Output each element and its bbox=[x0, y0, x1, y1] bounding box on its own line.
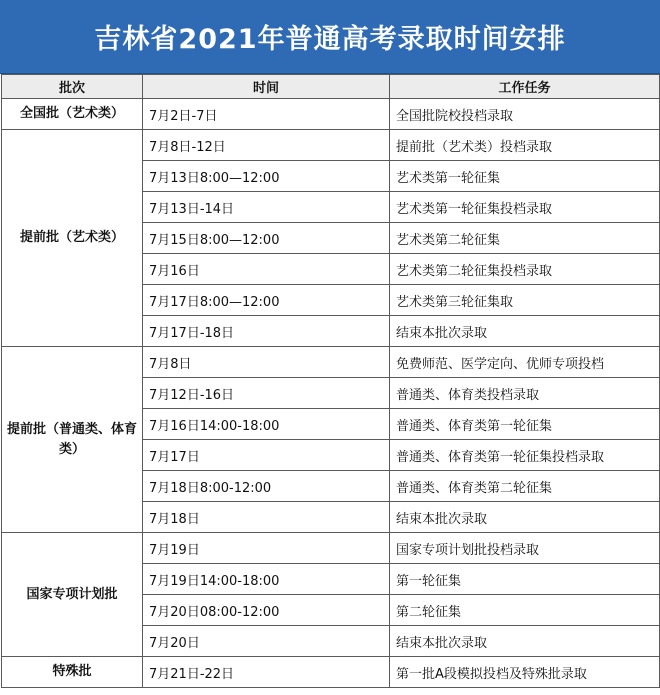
table-row bbox=[2, 99, 660, 130]
batch-cell: 提前批（普通类、体育类） bbox=[2, 347, 143, 533]
task-cell: 第一轮征集 bbox=[390, 564, 660, 595]
header-task: 工作任务 bbox=[390, 75, 660, 99]
task-cell: 普通类、体育类第一轮征集投档录取 bbox=[390, 440, 660, 471]
task-cell: 艺术类第二轮征集 bbox=[390, 223, 660, 254]
task-cell: 结束本批次录取 bbox=[390, 502, 660, 533]
task-cell: 艺术类第二轮征集投档录取 bbox=[390, 254, 660, 285]
page-title: 吉林省2021年普通高考录取时间安排 bbox=[0, 0, 660, 74]
task-cell: 普通类、体育类第二轮征集 bbox=[390, 471, 660, 502]
task-cell: 普通类、体育类第一轮征集 bbox=[390, 409, 660, 440]
schedule-table bbox=[1, 74, 660, 688]
task-cell: 第一批A段模拟投档及特殊批录取 bbox=[390, 657, 660, 688]
task-cell: 第二轮征集 bbox=[390, 595, 660, 626]
task-cell: 结束本批次录取 bbox=[390, 316, 660, 347]
table-header-row bbox=[2, 75, 660, 99]
time-cell: 7月8日 bbox=[143, 347, 390, 378]
time-cell: 7月17日-18日 bbox=[143, 316, 390, 347]
task-cell: 艺术类第一轮征集 bbox=[390, 161, 660, 192]
time-cell: 7月15日8:00—12:00 bbox=[143, 223, 390, 254]
task-cell: 普通类、体育类投档录取 bbox=[390, 378, 660, 409]
time-cell: 7月20日 bbox=[143, 626, 390, 657]
header-time: 时间 bbox=[143, 75, 390, 99]
time-cell: 7月19日14:00-18:00 bbox=[143, 564, 390, 595]
time-cell: 7月16日 bbox=[143, 254, 390, 285]
task-cell: 国家专项计划批投档录取 bbox=[390, 533, 660, 564]
task-cell: 艺术类第一轮征集投档录取 bbox=[390, 192, 660, 223]
time-cell: 7月2日-7日 bbox=[143, 99, 390, 130]
time-cell: 7月20日08:00-12:00 bbox=[143, 595, 390, 626]
time-cell: 7月13日-14日 bbox=[143, 192, 390, 223]
time-cell: 7月12日-16日 bbox=[143, 378, 390, 409]
task-cell: 全国批院校投档录取 bbox=[390, 99, 660, 130]
time-cell: 7月19日 bbox=[143, 533, 390, 564]
time-cell: 7月18日 bbox=[143, 502, 390, 533]
table-row bbox=[2, 533, 660, 564]
table-body bbox=[2, 99, 660, 688]
time-cell: 7月17日 bbox=[143, 440, 390, 471]
time-cell: 7月8日-12日 bbox=[143, 130, 390, 161]
time-cell: 7月17日8:00—12:00 bbox=[143, 285, 390, 316]
table-row bbox=[2, 347, 660, 378]
batch-cell: 全国批（艺术类） bbox=[2, 99, 143, 130]
time-cell: 7月21日-22日 bbox=[143, 657, 390, 688]
batch-cell: 特殊批 bbox=[2, 657, 143, 688]
time-cell: 7月16日14:00-18:00 bbox=[143, 409, 390, 440]
table-row bbox=[2, 657, 660, 688]
task-cell: 艺术类第三轮征集取 bbox=[390, 285, 660, 316]
time-cell: 7月13日8:00—12:00 bbox=[143, 161, 390, 192]
task-cell: 提前批（艺术类）投档录取 bbox=[390, 130, 660, 161]
time-cell: 7月18日8:00-12:00 bbox=[143, 471, 390, 502]
header-batch: 批次 bbox=[2, 75, 143, 99]
batch-cell: 国家专项计划批 bbox=[2, 533, 143, 657]
task-cell: 结束本批次录取 bbox=[390, 626, 660, 657]
table-row bbox=[2, 130, 660, 161]
batch-cell: 提前批（艺术类） bbox=[2, 130, 143, 347]
task-cell: 免费师范、医学定向、优师专项投档 bbox=[390, 347, 660, 378]
